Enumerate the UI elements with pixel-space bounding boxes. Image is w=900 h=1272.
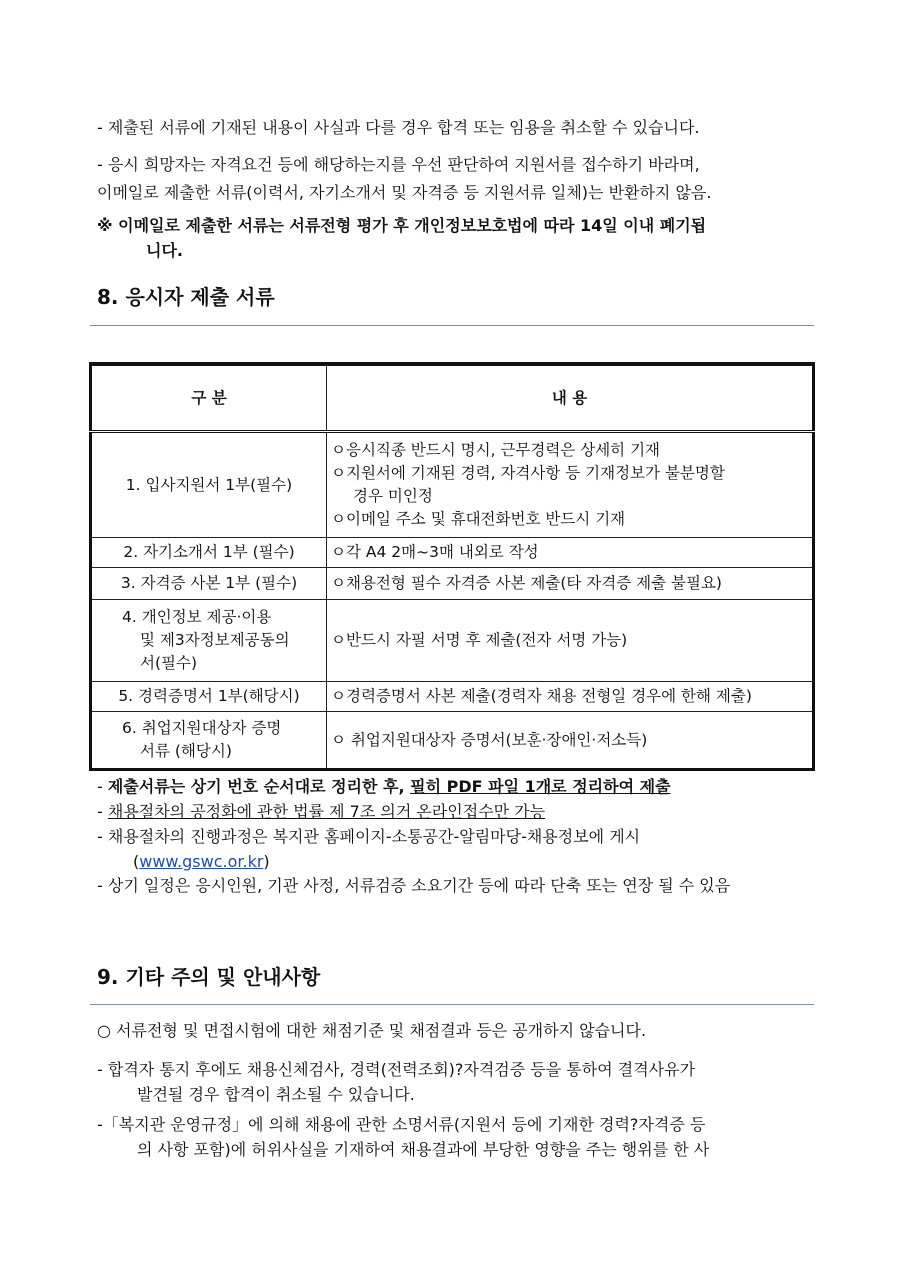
intro-line-1: - 제출된 서류에 기재된 내용이 사실과 다를 경우 합격 또는 임용을 취소할 수 있습니다. [97,118,700,137]
row-content [327,568,814,600]
section-9-p1: ○ 서류전형 및 면접시험에 대한 채점기준 및 채점결과 등은 공개하지 않습니다. [97,1021,647,1040]
row-item: ㅇ채용전형 필수 자격증 사본 제출(타 자격증 제출 불필요) [331,574,722,592]
note-1-prefix: - [97,777,108,796]
row-content [327,600,814,682]
note-1-bold: 제출서류는 상기 번호 순서대로 정리한 후, [107,777,411,796]
row-item: ㅇ응시직종 반드시 명시, 근무경력은 상세히 기재 [331,441,661,459]
note-3-link-close: ) [263,852,270,871]
intro-line-2b: 이메일로 제출한 서류(이력서, 자기소개서 및 자격증 등 지원서류 일체)는 반환하지 않음. [97,183,712,202]
row-label: 3. 자격증 사본 1부 (필수) [91,568,327,600]
row-item: ㅇ 취업지원대상자 증명서(보훈·장애인·저소득) [331,730,648,749]
note-3: - 채용절차의 진행과정은 복지관 홈페이지-소통공간-알림마당-채용정보에 게시 [97,827,641,846]
row-item: ㅇ이메일 주소 및 휴대전화번호 반드시 기재 [331,510,626,528]
row-item: ㅇ경력증명서 사본 제출(경력자 채용 전형일 경우에 한해 제출) [331,687,752,705]
row-content [327,538,814,568]
row-item: ㅇ각 A4 2매~3매 내외로 작성 [331,543,539,561]
row-item: ㅇ반드시 자필 서명 후 제출(전자 서명 가능) [331,631,628,649]
header-category: 구 분 [91,364,327,432]
notice-line-b: 니다. [146,241,183,260]
table-row [91,600,814,682]
section-8-title: 8. 응시자 제출 서류 [97,285,275,309]
row-label [91,600,327,682]
section-8-divider [90,325,814,326]
row-label-line: 서류 (해당시) [140,742,232,760]
row-label: 5. 경력증명서 1부(해당시) [91,682,327,712]
table-row [91,538,814,568]
notice-line-a: ※ 이메일로 제출한 서류는 서류전형 평가 후 개인정보보호법에 따라 14일 이내 폐기됩 [97,216,707,235]
section-9-p3a: -「복지관 운영규정」에 의해 채용에 관한 소명서류(지원서 등에 기재한 경력?자격증 등 [97,1115,706,1134]
header-content: 내 용 [327,364,814,432]
row-item: ㅇ지원서에 기재된 경력, 자격사항 등 기재정보가 불분명할 [331,464,725,482]
note-2-text: 채용절차의 공정화에 관한 법률 제 7조 의거 온라인접수만 가능 [107,802,546,821]
section-9-p2a: - 합격자 통지 후에도 채용신체검사, 경력(전력조회)?자격검증 등을 통하여 결격사유가 [97,1060,696,1079]
note-2 [97,800,545,824]
row-label: 2. 자기소개서 1부 (필수) [91,538,327,568]
table-row [91,568,814,600]
table-row [91,432,814,538]
row-label-line: 및 제3자정보제공동의 [140,631,290,649]
row-content [327,432,814,538]
table-row [91,682,814,712]
intro-line-2a: - 응시 희망자는 자격요건 등에 해당하는지를 우선 판단하여 지원서를 접수하기 바라며, [97,155,700,174]
row-label-line: 서(필수) [140,654,198,672]
row-label-line: 6. 취업지원대상자 증명 [122,719,282,737]
section-9-title: 9. 기타 주의 및 안내사항 [97,965,321,989]
documents-table [89,362,815,771]
table-row [91,712,814,770]
note-2-prefix: - [97,802,108,821]
row-content [327,682,814,712]
row-label-line: 4. 개인정보 제공·이용 [122,608,272,626]
section-9-divider [90,1004,814,1005]
row-label: 1. 입사지원서 1부(필수) [91,432,327,538]
homepage-link[interactable]: www.gswc.or.kr [139,852,264,871]
table-header-row [91,364,814,432]
note-3-link-open: ( [133,852,140,871]
section-9-p2b: 발견될 경우 합격이 취소될 수 있습니다. [137,1085,415,1104]
row-label [91,712,327,770]
note-1-emphasis: 필히 PDF 파일 1개로 정리하여 제출 [410,777,671,796]
note-3-link-line [133,850,270,874]
row-item: 경우 미인정 [353,487,433,505]
note-4: - 상기 일정은 응시인원, 기관 사정, 서류검증 소요기간 등에 따라 단축 또는 연장 될 수 있음 [97,876,731,895]
section-9-p3b: 의 사항 포함)에 허위사실을 기재하여 채용결과에 부당한 영향을 주는 행위를 한 사 [137,1140,710,1159]
note-1 [97,775,671,799]
row-content [327,712,814,770]
